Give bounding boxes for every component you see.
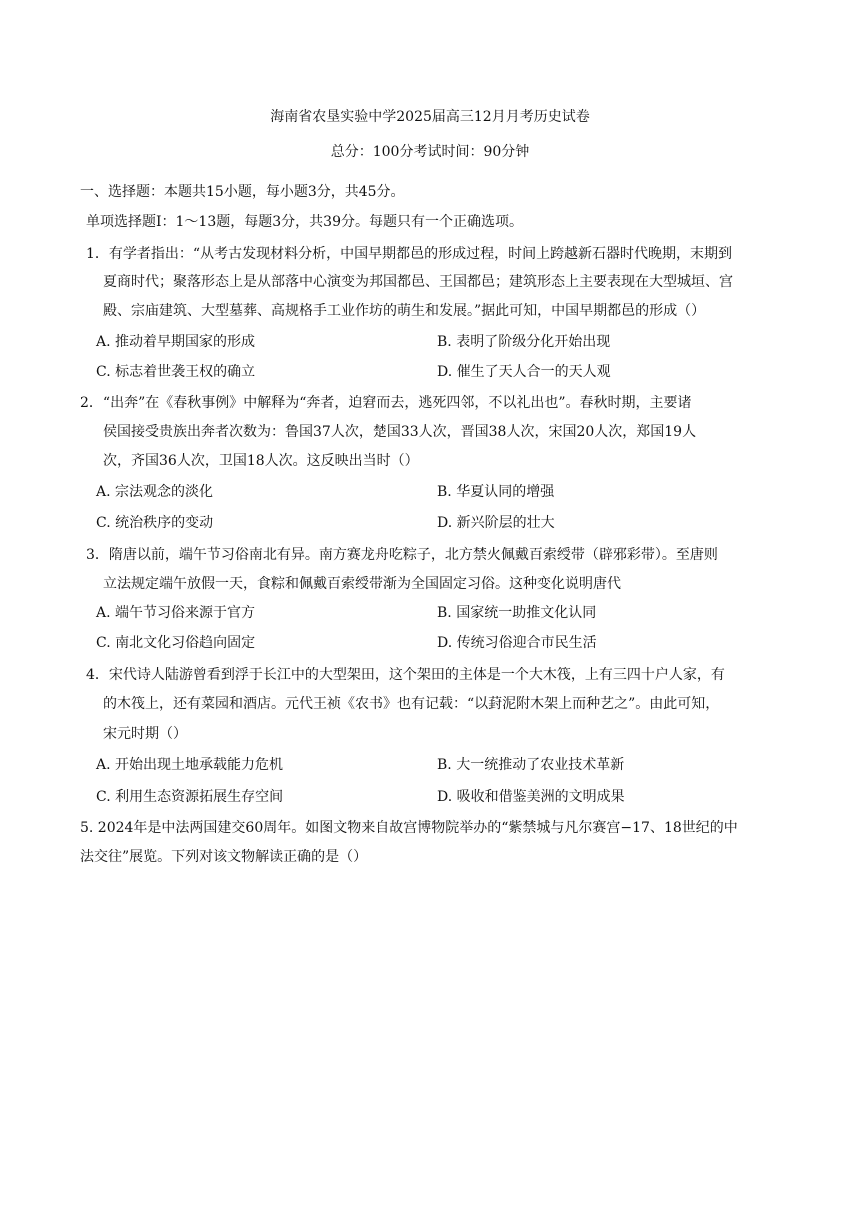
option-b: B. 华夏认同的增强 — [437, 484, 555, 500]
option-c: C. 利用生态资源拓展生存空间 — [96, 789, 284, 805]
question-text-line: 侯国接受贵族出奔者次数为：鲁国37人次，楚国33人次，晋国38人次，宋国20人次，郑国19人 — [103, 424, 697, 440]
question-text-line: 4．宋代诗人陆游曾看到浮于长江中的大型架田，这个架田的主体是一个大木筏，上有三四十户人家，有 — [86, 667, 725, 683]
question-text-line: 1．有学者指出：“从考古发现材料分析，中国早期都邑的形成过程，时间上跨越新石器时代晚期，末期到 — [86, 246, 733, 262]
question-text-line: 法交往”展览。下列对该文物解读正确的是（） — [80, 849, 368, 865]
option-a: A. 端午节习俗来源于官方 — [96, 605, 256, 621]
option-a: A. 宗法观念的淡化 — [96, 484, 214, 500]
option-c: C. 统治秩序的变动 — [96, 515, 214, 531]
question-text-line: 次，齐国36人次，卫国18人次。这反映出当时（） — [103, 453, 419, 469]
page-title: 海南省农垦实验中学2025届高三12月月考历史试卷 — [270, 109, 590, 125]
option-c: C. 南北文化习俗趋向固定 — [96, 635, 256, 651]
question-text-line: 立法规定端午放假一天，食粽和佩戴百索绶带渐为全国固定习俗。这种变化说明唐代 — [103, 576, 621, 592]
option-a: A. 推动着早期国家的形成 — [96, 334, 256, 350]
section-subheading: 单项选择题I：1～13题，每题3分，共39分。每题只有一个正确选项。 — [86, 214, 523, 230]
question-text-line: 夏商时代；聚落形态上是从部落中心演变为邦国都邑、王国都邑；建筑形态上主要表现在大型城垣、宫 — [103, 274, 733, 290]
question-text-line: 宋元时期（） — [103, 726, 187, 742]
option-d: D. 吸收和借鉴美洲的文明成果 — [437, 789, 625, 805]
section-heading: 一、选择题：本题共15小题，每小题3分，共45分。 — [80, 184, 405, 200]
option-b: B. 国家统一助推文化认同 — [437, 605, 597, 621]
question-text-line: 2．“出奔”在《春秋事例》中解释为“奔者，迫窘而去，逃死四邻，不以礼出也”。春秋时期，主要诸 — [80, 395, 692, 411]
option-d: D. 传统习俗迎合市民生活 — [437, 635, 597, 651]
option-d: D. 新兴阶层的壮大 — [437, 515, 555, 531]
question-text-line: 3．隋唐以前，端午节习俗南北有异。南方赛龙舟吃粽子，北方禁火佩戴百索绶带（辟邪彩带）。至唐则 — [86, 547, 718, 563]
question-text-line: 5. 2024年是中法两国建交60周年。如图文物来自故宫博物院举办的“紫禁城与凡尔赛宫−17、18世纪的中 — [80, 820, 738, 836]
option-b: B. 表明了阶级分化开始出现 — [437, 334, 611, 350]
question-text-line: 的木筏上，还有菜园和酒店。元代王祯《农书》也有记载：“以葑泥附木架上而种艺之”。由此可知， — [103, 696, 720, 712]
option-c: C. 标志着世袭王权的确立 — [96, 364, 256, 380]
question-text-line: 殿、宗庙建筑、大型墓葬、高规格手工业作坊的萌生和发展。”据此可知，中国早期都邑的形成（） — [103, 303, 706, 319]
option-d: D. 催生了天人合一的天人观 — [437, 364, 611, 380]
option-a: A. 开始出现土地承载能力危机 — [96, 757, 284, 773]
page-subtitle: 总分：100分考试时间：90分钟 — [330, 144, 530, 160]
option-b: B. 大一统推动了农业技术革新 — [437, 757, 625, 773]
